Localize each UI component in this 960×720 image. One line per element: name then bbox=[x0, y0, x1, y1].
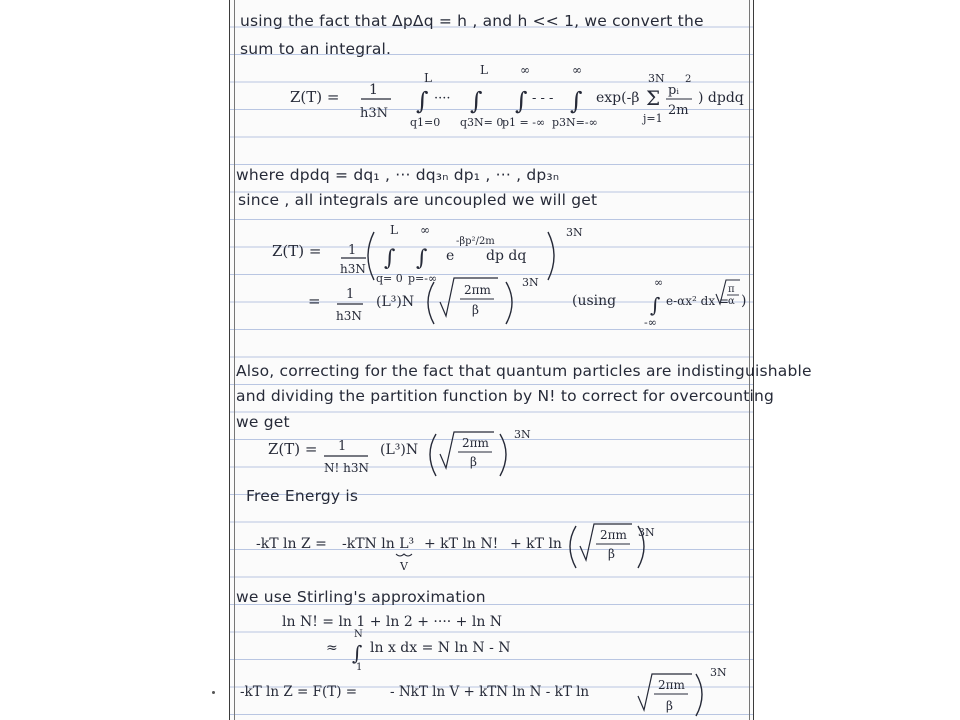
free-energy-line: Free Energy is bbox=[246, 487, 359, 505]
svg-text:∫: ∫ bbox=[416, 87, 429, 115]
svg-text:α: α bbox=[728, 296, 735, 307]
eq2-frac-den: h3N bbox=[340, 262, 366, 276]
eq2-diff: dp dq bbox=[486, 248, 527, 264]
eq4-power: 3N bbox=[514, 428, 531, 441]
equation-final-free-energy bbox=[230, 664, 753, 720]
svg-text:π: π bbox=[728, 284, 735, 295]
svg-text:∫: ∫ bbox=[650, 293, 661, 317]
eq1-dots2: - - - bbox=[532, 91, 554, 106]
svg-text:∫: ∫ bbox=[416, 246, 428, 271]
eq6-approx: ≈ bbox=[326, 640, 338, 656]
eq5-lhs: -kT ln Z = bbox=[256, 536, 327, 552]
eq2-int2-upper: ∞ bbox=[420, 223, 430, 237]
eq4-body: (L³)N bbox=[380, 442, 419, 458]
eq1-int2-upper: L bbox=[480, 63, 488, 77]
stray-mark bbox=[212, 691, 215, 694]
svg-text:2πm: 2πm bbox=[464, 283, 491, 297]
svg-text:β: β bbox=[666, 699, 673, 713]
eq4-lhs: Z(T) = bbox=[268, 440, 318, 458]
equation-indistinguishable bbox=[230, 428, 753, 484]
eq2-power: 3N bbox=[566, 226, 583, 239]
eq6-body: ln x dx = N ln N - N bbox=[370, 640, 511, 656]
equation-gaussian-result bbox=[230, 272, 753, 332]
intro-line-2: sum to an integral. bbox=[240, 40, 392, 58]
eq6-line1: ln N! = ln 1 + ln 2 + ···· + ln N bbox=[282, 614, 503, 630]
notebook-page bbox=[229, 0, 812, 720]
since-line: since , all integrals are uncoupled we will get bbox=[238, 191, 598, 209]
eq1-tail: ) dpdq bbox=[698, 90, 744, 106]
svg-text:Σ: Σ bbox=[646, 86, 661, 110]
svg-text:∫: ∫ bbox=[470, 87, 483, 115]
eq3-frac-num: 1 bbox=[346, 287, 355, 302]
eq5-term3: + kT ln bbox=[510, 536, 562, 552]
we-get-line: we get bbox=[236, 413, 290, 431]
eq1-sum-lower: j=1 bbox=[643, 112, 663, 125]
eq1-dots1: ···· bbox=[434, 91, 451, 106]
eq3-using-int-lower: -∞ bbox=[644, 316, 657, 329]
svg-text:pᵢ: pᵢ bbox=[668, 83, 679, 98]
svg-text:β: β bbox=[472, 303, 479, 317]
svg-text:2πm: 2πm bbox=[462, 436, 489, 450]
eq5-under: V bbox=[400, 560, 408, 573]
eq3-body: (L³)N bbox=[376, 294, 415, 310]
eq2-lhs: Z(T) = bbox=[272, 242, 322, 260]
svg-text:∫: ∫ bbox=[515, 87, 528, 115]
svg-text:∫: ∫ bbox=[384, 246, 396, 271]
eq2-frac-num: 1 bbox=[348, 243, 357, 258]
eq2-int1-lower: q= 0 bbox=[376, 272, 403, 285]
intro-line-1: using the fact that ΔpΔq = h , and h << 1, we convert the bbox=[240, 12, 704, 30]
eq1-int1-lower: q1=0 bbox=[410, 116, 441, 129]
eq2-int2-lower: p=-∞ bbox=[408, 272, 438, 285]
eq3-frac-den: h3N bbox=[336, 309, 362, 323]
eq5-term2: + kT ln N! bbox=[424, 536, 499, 552]
eq3-using-body: e-αx² dx = bbox=[666, 294, 729, 308]
svg-text:∫: ∫ bbox=[570, 87, 583, 115]
eq3-using-int-upper: ∞ bbox=[654, 276, 664, 289]
also-line-1: Also, correcting for the fact that quantum particles are indistinguishable bbox=[236, 362, 812, 380]
also-line-2: and dividing the partition function by N! to correct for overcounting bbox=[236, 387, 775, 405]
eq1-int3-lower: p1 = -∞ bbox=[502, 116, 546, 129]
eq1-lhs: Z(T) = bbox=[290, 88, 340, 106]
eq6-int-lower: 1 bbox=[356, 662, 363, 673]
eq7-rhs: - NkT ln V + kTN ln N - kT ln bbox=[390, 684, 590, 700]
eq1-int1-upper: L bbox=[424, 71, 432, 85]
eq3-power: 3N bbox=[522, 276, 539, 289]
svg-text:β: β bbox=[608, 547, 615, 561]
eq1-int4-lower: p3N=-∞ bbox=[552, 116, 598, 129]
eq3-using-close: ) bbox=[741, 293, 747, 309]
eq1-int2-lower: q3N= 0 bbox=[460, 116, 504, 129]
eq4-frac-den: N! h3N bbox=[324, 461, 369, 475]
eq4-frac-num: 1 bbox=[338, 439, 347, 454]
eq1-int4-upper: ∞ bbox=[572, 63, 582, 77]
where-line: where dpdq = dq₁ , ··· dq₃ₙ dp₁ , ··· , dp₃ₙ bbox=[236, 166, 560, 184]
svg-text:2πm: 2πm bbox=[600, 528, 627, 542]
eq5-term1: -kTN ln L³ bbox=[342, 536, 415, 552]
svg-text:2πm: 2πm bbox=[658, 678, 685, 692]
eq7-lhs: -kT ln Z = F(T) = bbox=[240, 684, 358, 700]
eq7-power: 3N bbox=[710, 666, 727, 679]
svg-text:∫: ∫ bbox=[352, 641, 363, 665]
stirling-line: we use Stirling's approximation bbox=[236, 588, 486, 606]
eq2-exp-power: -βp²/2m bbox=[456, 236, 495, 247]
eq1-integrand: exp(-β bbox=[596, 90, 640, 106]
equation-partition-integral bbox=[230, 60, 753, 130]
svg-text:2: 2 bbox=[685, 74, 692, 85]
eq6-int-upper: N bbox=[354, 629, 363, 640]
svg-text:β: β bbox=[470, 455, 477, 469]
svg-text:2m: 2m bbox=[668, 103, 689, 118]
eq1-int3-upper: ∞ bbox=[520, 63, 530, 77]
equation-free-energy bbox=[230, 520, 753, 580]
eq2-int1-upper: L bbox=[390, 223, 398, 237]
eq5-power: 3N bbox=[638, 526, 655, 539]
eq3-using-label: (using bbox=[572, 293, 617, 309]
eq3-eqsign: = bbox=[308, 292, 321, 310]
eq1-frac-den: h3N bbox=[360, 106, 389, 121]
eq2-exp-base: e bbox=[446, 248, 455, 264]
eq1-frac-num: 1 bbox=[369, 82, 378, 98]
eq1-sum-upper: 3N bbox=[648, 72, 665, 85]
